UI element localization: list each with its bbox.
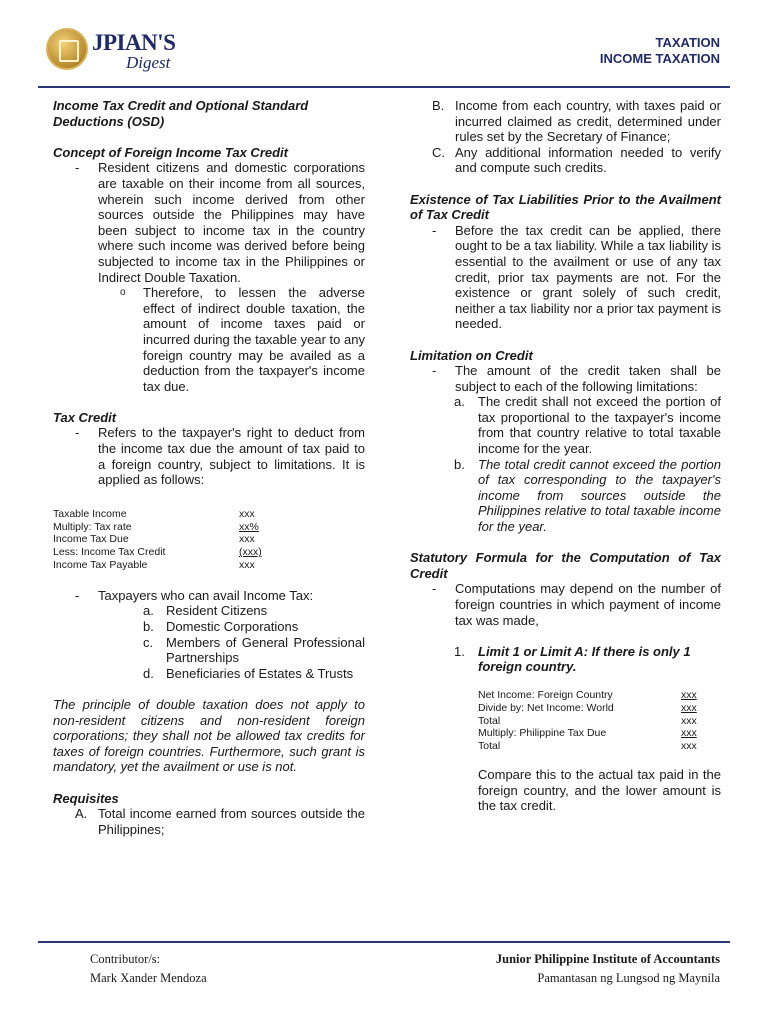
limitation-b: b. The total credit cannot exceed the portion of tax corresponding to the taxpayer's income from sources outside the Philippines relative to total taxable income for the year. (454, 456, 721, 535)
limit1-heading: Limit 1 or Limit A: If there is only 1 foreign country. (478, 643, 691, 675)
calc-row: Total xxx (478, 714, 697, 727)
calc-row: Income Tax Due xxx (53, 533, 255, 546)
header-divider (38, 86, 730, 88)
existence-item (432, 223, 721, 332)
requisites-heading: Requisites (53, 790, 119, 806)
contributor-label: Contributor/s: (90, 952, 161, 966)
subject-line-1: TAXATION (655, 35, 720, 50)
avail-list-item: b. Domestic Corporations (143, 619, 299, 635)
contributor-name: Mark Xander Mendoza (90, 971, 207, 985)
calc-row: Taxable Income xxx (53, 507, 255, 520)
subject-label (600, 35, 720, 67)
avail-list-item: a. Resident Citizens (143, 603, 268, 619)
limitation-item (432, 363, 721, 394)
subject-line-2: INCOME TAXATION (599, 51, 720, 66)
circle-bullet: o (120, 287, 126, 299)
tax-credit-item (75, 425, 365, 487)
concept-item (75, 160, 365, 285)
calc-row: Less: Income Tax Credit (xxx) (53, 546, 262, 559)
school-name: Pamantasan ng Lungsod ng Maynila (537, 971, 720, 985)
logo-subtitle: Digest (126, 53, 171, 72)
avail-text: Taxpayers who can avail Income Tax: (98, 587, 314, 603)
avail-list-item: d. Beneficiaries of Estates & Trusts (143, 665, 354, 681)
double-taxation-principle: The principle of double taxation does not apply to non-resident citizens and non-resident foreign corporations; they shall not be allowed tax credits for taxes of foreign countries. Furthermore, such grant is mandatory, yet the availment or use is not. (53, 696, 365, 775)
jpians-digest-logo (40, 26, 190, 76)
section-title: Income Tax Credit and Optional Standard Deductions (OSD) (53, 98, 309, 129)
calc-row: Divide by: Net Income: World xxx (478, 701, 697, 714)
dash-bullet: - (432, 581, 437, 597)
concept-subitem (120, 285, 365, 394)
organization-name: Junior Philippine Institute of Accountants (495, 952, 720, 966)
footer-contributors (90, 950, 207, 988)
dash-bullet: - (75, 425, 80, 441)
limitation-heading: Limitation on Credit (410, 347, 533, 363)
tax-payable-computation (53, 508, 262, 572)
existence-heading: Existence of Tax Liabilities Prior to the Availment of Tax Credit (410, 191, 721, 223)
formula-item (432, 581, 721, 628)
concept-text: Resident citizens and domestic corporations are taxable on their income from all sources, wherein such income derived from other sources outside the Philippines may have been subject to income tax in the country where such income was derived before being subjected to income tax in the Philippines or Indirect Double Taxation. (98, 160, 365, 285)
tax-credit-limit-computation (478, 689, 697, 753)
calc-row: Net Income: Foreign Country xxx (478, 688, 697, 701)
page-header (0, 0, 768, 88)
formula-text: Computations may depend on the number of foreign countries in which payment of income tax was made, (455, 581, 721, 628)
concept-heading: Concept of Foreign Income Tax Credit (53, 144, 288, 160)
requisite-b: B. Income from each country, with taxes paid or incurred claimed as credit, determined under rules set by the Secretary of Finance; (432, 98, 721, 145)
dash-bullet: - (75, 160, 80, 176)
left-column (53, 98, 365, 837)
dash-bullet: - (432, 222, 437, 238)
footer-divider (38, 941, 730, 943)
calc-row: Income Tax Payable xxx (53, 559, 255, 572)
calc-row: Multiply: Tax rate xx% (53, 520, 259, 533)
calc-row: Total xxx (478, 740, 697, 753)
footer-organization (496, 950, 720, 988)
dash-bullet: - (75, 587, 80, 603)
limitation-a: a. The credit shall not exceed the portion of tax proportional to the taxpayer's income from that country relative to total taxable income for the year. (454, 394, 721, 457)
compare-text: Compare this to the actual tax paid in the foreign country, and the lower amount is the tax credit. (478, 766, 721, 814)
dash-bullet: - (432, 363, 437, 379)
limit1-item: 1. Limit 1 or Limit A: If there is only 1 foreign country. (454, 644, 721, 675)
formula-heading: Statutory Formula for the Computation of Tax Credit (410, 550, 721, 581)
emblem-icon (46, 28, 88, 70)
right-column (410, 98, 721, 814)
logo-title: JPIAN'S (92, 30, 176, 55)
tax-credit-heading: Tax Credit (53, 409, 117, 425)
avail-list-item: c. Members of General Professional Partnerships (143, 634, 365, 666)
existence-text: Before the tax credit can be applied, there ought to be a tax liability. While a tax liability is essential to the availment or use of any tax credit, prior tax payments are not. For the existence or grant solely of such credit, neither a tax liability nor a prior tax payment is needed. (455, 222, 721, 332)
avail-item (75, 588, 365, 604)
requisite-c: C. Any additional information needed to verify and compute such credits. (432, 144, 721, 176)
tax-credit-text: Refers to the taxpayer's right to deduct from the income tax due the amount of tax paid to a foreign country, subject to limitations. It is applied as follows: (98, 425, 365, 488)
calc-row: Multiply: Philippine Tax Due xxx (478, 727, 697, 740)
limitation-text: The amount of the credit taken shall be subject to each of the following limitations: (455, 363, 721, 394)
requisite-a: A. Total income earned from sources outside the Philippines; (75, 806, 365, 837)
concept-subtext: Therefore, to lessen the adverse effect of indirect double taxation, the amount of income taxes paid or incurred during the taxable year to any foreign country may be availed as a deduction from the taxpayer's income tax due. (143, 285, 365, 394)
